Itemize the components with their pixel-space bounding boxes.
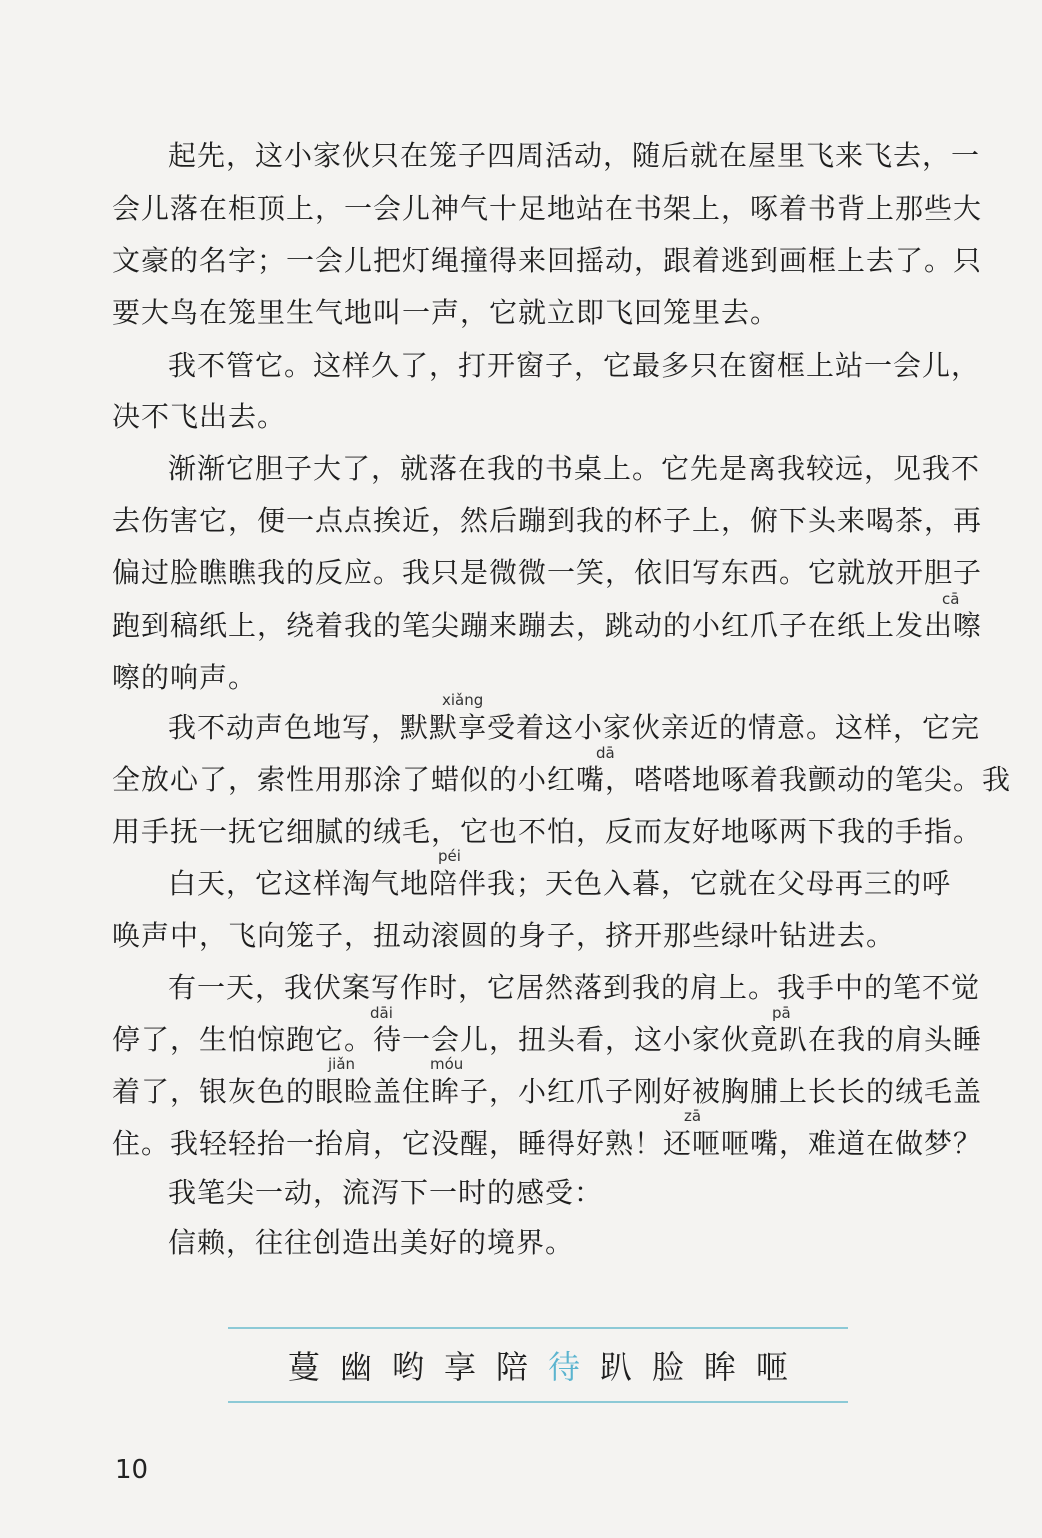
text-line: 着了，银灰色的眼睑盖住眸子，小红爪子刚好被胸脯上长长的绒毛盖 [112, 1075, 983, 1108]
text-line: 我不管它。这样久了，打开窗子，它最多只在窗框上站一会儿， [168, 349, 981, 382]
vocab-char: 脸 [651, 1348, 684, 1386]
text-line: 文豪的名字；一会儿把灯绳撞得来回摇动，跟着逃到画框上去了。只 [112, 244, 983, 277]
text-line: 嚓的响声。 [112, 661, 258, 694]
pinyin-annotation: cā [942, 590, 960, 608]
text-line: 用手抚一抚它细腻的绒毛，它也不怕，反而友好地啄两下我的手指。 [112, 815, 983, 848]
text-line: 渐渐它胆子大了，就落在我的书桌上。它先是离我较远，见我不 [168, 452, 981, 485]
vocab-char: 蔓 [287, 1348, 320, 1386]
vocab-char-highlighted: 待 [547, 1348, 580, 1386]
pinyin-annotation: xiǎng [442, 691, 484, 709]
text-line: 住。我轻轻抬一抬肩，它没醒，睡得好熟！还咂咂嘴，难道在做梦？ [112, 1127, 983, 1160]
text-line: 白天，它这样淘气地陪伴我；天色入暮，它就在父母再三的呼 [168, 867, 952, 900]
text-line: 信赖，往往创造出美好的境界。 [168, 1226, 575, 1259]
vocab-char: 享 [443, 1348, 476, 1386]
pinyin-annotation: jiǎn [328, 1055, 356, 1073]
vocab-char: 哟 [391, 1348, 424, 1386]
vocabulary-list [228, 1329, 848, 1401]
pinyin-annotation: móu [430, 1055, 464, 1073]
text-line: 起先，这小家伙只在笼子四周活动，随后就在屋里飞来飞去，一 [168, 139, 981, 172]
page-number: 10 [115, 1455, 149, 1485]
text-line: 唤声中，飞向笼子，扭动滚圆的身子，挤开那些绿叶钻进去。 [112, 919, 896, 952]
vocabulary-box [228, 1327, 848, 1403]
pinyin-annotation: zā [684, 1107, 702, 1125]
pinyin-annotation: pā [772, 1004, 791, 1022]
text-line: 有一天，我伏案写作时，它居然落到我的肩上。我手中的笔不觉 [168, 971, 981, 1004]
text-line: 去伤害它，便一点点挨近，然后蹦到我的杯子上，俯下头来喝茶，再 [112, 504, 983, 537]
text-line: 停了，生怕惊跑它。待一会儿，扭头看，这小家伙竟趴在我的肩头睡 [112, 1023, 983, 1056]
vocab-char: 幽 [339, 1348, 372, 1386]
vocab-char: 咂 [755, 1348, 788, 1386]
text-line: 跑到稿纸上，绕着我的笔尖蹦来蹦去，跳动的小红爪子在纸上发出嚓 [112, 609, 983, 642]
pinyin-annotation: dāi [370, 1004, 393, 1022]
text-line: 要大鸟在笼里生气地叫一声，它就立即飞回笼里去。 [112, 296, 780, 329]
text-line: 我笔尖一动，流泻下一时的感受： [168, 1176, 604, 1209]
text-line: 我不动声色地写，默默享受着这小家伙亲近的情意。这样，它完 [168, 711, 981, 744]
text-line: 决不飞出去。 [112, 400, 287, 433]
text-line: 全放心了，索性用那涂了蜡似的小红嘴，嗒嗒地啄着我颤动的笔尖。我 [112, 763, 1012, 796]
vocab-char: 眸 [703, 1348, 736, 1386]
text-line: 偏过脸瞧瞧我的反应。我只是微微一笑，依旧写东西。它就放开胆子 [112, 556, 983, 589]
text-line: 会儿落在柜顶上，一会儿神气十足地站在书架上，啄着书背上那些大 [112, 192, 983, 225]
pinyin-annotation: péi [438, 847, 461, 865]
pinyin-annotation: dā [596, 744, 615, 762]
vocab-char: 趴 [599, 1348, 632, 1386]
vocab-char: 陪 [495, 1348, 528, 1386]
